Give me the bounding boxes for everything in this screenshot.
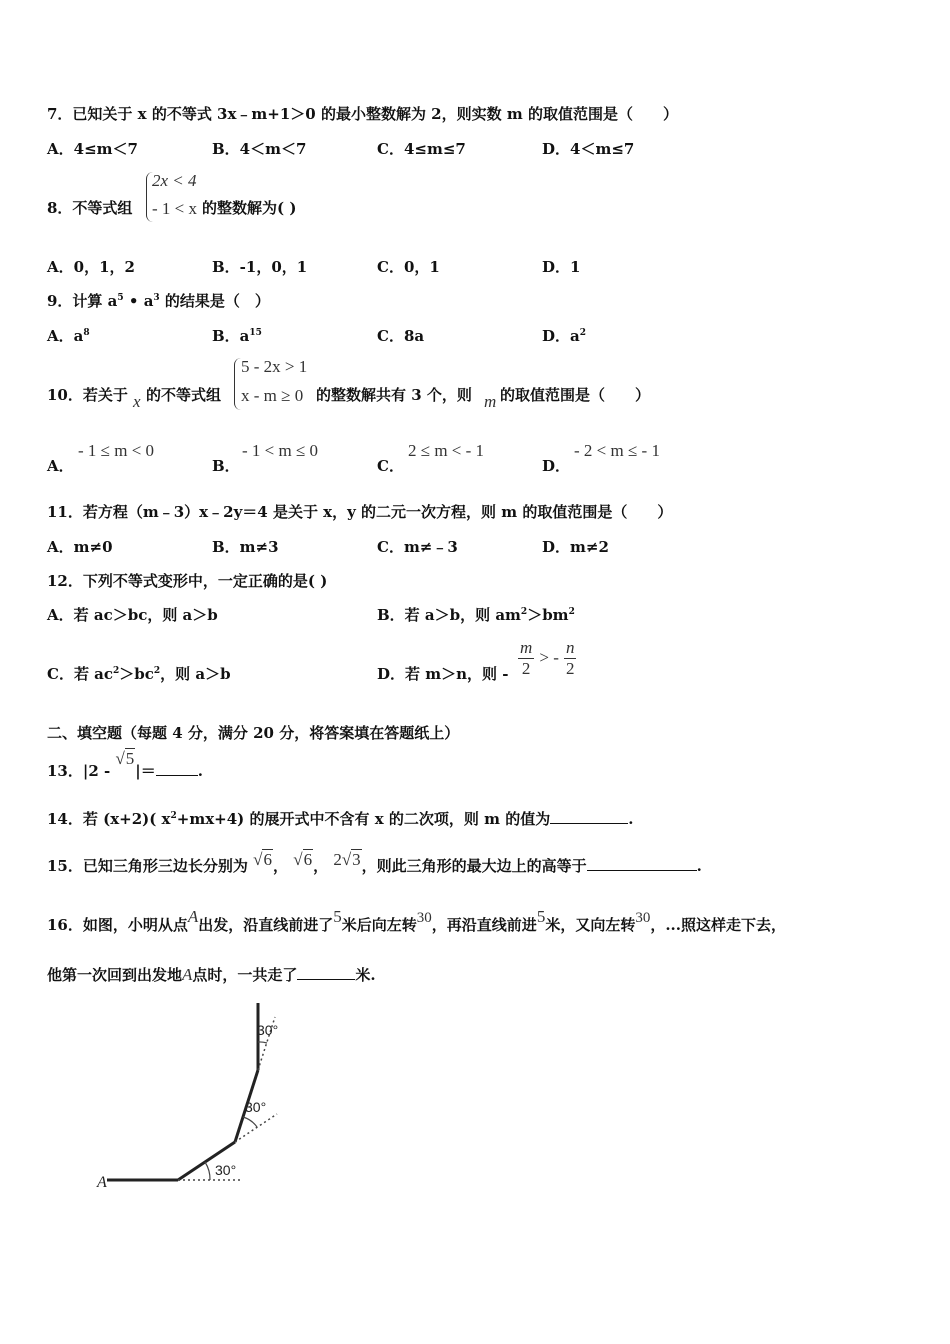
q10-suffix1: 的整数解共有 3 个，则 bbox=[316, 386, 472, 404]
q14-end: . bbox=[628, 810, 634, 828]
q16-point-a: A bbox=[187, 907, 199, 926]
q13-line bbox=[47, 749, 203, 781]
figure-angle-2: 30° bbox=[245, 1099, 267, 1115]
figure-arc-2 bbox=[243, 1117, 257, 1127]
q10-option-c-label: C． bbox=[377, 457, 404, 475]
figure-arc-1 bbox=[205, 1162, 210, 1180]
q9-option-c: C．8a bbox=[377, 327, 425, 345]
figure-angle-1: 30° bbox=[215, 1162, 237, 1178]
q15-prefix: 15．已知三角形三边长分别为 bbox=[47, 857, 248, 875]
q12-frac-n2-den: 2 bbox=[565, 659, 575, 678]
q11-stem: 11．若方程（m﹣3）x﹣2y＝4 是关于 x，y 的二元一次方程，则 m 的取值范围是（ ） bbox=[47, 503, 673, 521]
q10-brace bbox=[234, 358, 241, 410]
q15-r2: 6 bbox=[303, 850, 313, 869]
q9-stem-suffix: 的结果是（ ） bbox=[159, 292, 270, 310]
q10-prefix: 10．若关于 bbox=[47, 386, 128, 404]
q7-stem: 7．已知关于 x 的不等式 3x﹣m+1＞0 的最小整数解为 2，则实数 m 的取值范围是（ ） bbox=[47, 105, 678, 123]
q12-frac-n2 bbox=[564, 638, 577, 679]
q8-option-d: D．1 bbox=[542, 258, 581, 276]
q15-answer-blank[interactable] bbox=[587, 856, 697, 871]
q10-option-d-label: D． bbox=[542, 457, 571, 475]
q10-option-b-expr: - 1 < m ≤ 0 bbox=[242, 441, 319, 460]
q8-system-line2: - 1 < x bbox=[152, 199, 197, 218]
q13-sqrt: √5 bbox=[115, 749, 135, 768]
q12-c-pre: C．若 ac bbox=[47, 665, 114, 683]
q13-end: . bbox=[197, 762, 203, 780]
q9-stem-prefix: 9．计算 a bbox=[47, 292, 118, 310]
q16-p6: ，...照这样走下去， bbox=[650, 916, 786, 934]
q12-frac-m2-num: m bbox=[520, 638, 533, 657]
q16-p1: 16．如图，小明从点 bbox=[47, 916, 188, 934]
q9-option-a bbox=[47, 325, 90, 346]
q10-option-a-label: A． bbox=[47, 457, 74, 475]
q14-line bbox=[47, 808, 633, 829]
q12-frac-n2-num: n bbox=[565, 638, 575, 657]
q14-answer-blank[interactable] bbox=[550, 809, 628, 824]
q8-option-a: A．0，1，2 bbox=[47, 258, 135, 276]
section2-title: 二、填空题（每题 4 分，满分 20 分，将答案填在答题纸上） bbox=[47, 724, 460, 742]
q10-option-b-label: B． bbox=[212, 457, 240, 475]
q15-r1: 6 bbox=[263, 850, 272, 869]
q16-p3: 米后向左转 bbox=[341, 916, 417, 934]
q15-end: . bbox=[696, 857, 702, 875]
q10-option-a-expr: - 1 ≤ m < 0 bbox=[78, 441, 155, 460]
q13-radicand: 5 bbox=[125, 749, 135, 768]
q10-suffix2: 的取值范围是（ ） bbox=[500, 386, 651, 404]
q15-line bbox=[47, 850, 702, 876]
q10-option-c-expr: 2 ≤ m < - 1 bbox=[408, 441, 485, 460]
q9-d-label: D．a bbox=[542, 327, 580, 345]
q13-suffix: |＝ bbox=[135, 762, 156, 780]
q9-b-exp: 15 bbox=[249, 328, 262, 338]
q14-sup: 2 bbox=[170, 811, 177, 821]
q16-answer-blank[interactable] bbox=[297, 965, 355, 980]
q12-frac-m2-den: 2 bbox=[521, 659, 531, 678]
q11-option-c: C．m≠﹣3 bbox=[377, 538, 458, 556]
q12-d-gt: > - bbox=[539, 648, 559, 667]
q9-exp2: 3 bbox=[153, 293, 160, 303]
q14-prefix: 14．若 (x+2)( x bbox=[47, 810, 171, 828]
q16-p4: ，再沿直线前进 bbox=[431, 916, 537, 934]
q10-var-m: m bbox=[484, 392, 497, 411]
q10-option-d-expr: - 2 < m ≤ - 1 bbox=[574, 441, 660, 460]
q16-line2-end: 米. bbox=[355, 966, 376, 984]
q16-ang1: 30 bbox=[416, 910, 432, 926]
q12-option-b bbox=[377, 604, 575, 625]
q12-frac-m2 bbox=[518, 638, 534, 679]
q8-option-c: C．0，1 bbox=[377, 258, 440, 276]
q11-option-d: D．m≠2 bbox=[542, 538, 609, 556]
q16-line2-mid: 点时，一共走了 bbox=[192, 966, 298, 984]
q16-p5: 米，又向左转 bbox=[545, 916, 636, 934]
q13-prefix: 13．|2 - bbox=[47, 762, 111, 780]
q12-option-d-math bbox=[518, 638, 576, 679]
q10-mid: 的不等式组 bbox=[146, 386, 222, 404]
q16-line1 bbox=[47, 907, 786, 935]
q9-d-exp: 2 bbox=[579, 328, 586, 338]
q9-option-b bbox=[212, 325, 262, 346]
q16-n1: 5 bbox=[333, 907, 342, 926]
q9-a-exp: 8 bbox=[83, 328, 90, 338]
figure-angle-3: 30° bbox=[257, 1022, 279, 1038]
q8-prefix: 8．不等式组 bbox=[47, 199, 133, 217]
q12-b-mid: ＞bm bbox=[527, 606, 569, 624]
q15-sep1: ， bbox=[272, 857, 288, 875]
q15-suffix: ，则此三角形的最大边上的高等于 bbox=[361, 857, 587, 875]
q16-line2-pre: 他第一次回到出发地 bbox=[47, 966, 183, 984]
q12-c-sup1: 2 bbox=[113, 666, 120, 676]
figure-label-a: A bbox=[97, 1174, 107, 1191]
q9-stem bbox=[47, 290, 270, 311]
q14-mid: +mx+4) 的展开式中不含有 x 的二次项，则 m 的值为 bbox=[176, 810, 551, 828]
q12-c-sup2: 2 bbox=[153, 666, 161, 676]
q12-stem: 12．下列不等式变形中，一定正确的是( ) bbox=[47, 572, 328, 590]
q8-suffix: 的整数解为( ) bbox=[202, 199, 297, 217]
q15-r3: 3 bbox=[352, 850, 361, 869]
q10-system-line1: 5 - 2x > 1 bbox=[241, 357, 308, 376]
q9-stem-mid: • a bbox=[123, 292, 154, 310]
q12-b-sup1: 2 bbox=[520, 607, 528, 617]
q15-sqrt1: √6 bbox=[253, 850, 272, 869]
q8-option-b: B．-1，0，1 bbox=[212, 258, 308, 276]
q12-option-d-text: D．若 m＞n，则 - bbox=[377, 665, 509, 683]
q11-option-a: A．m≠0 bbox=[47, 538, 113, 556]
q16-line2 bbox=[47, 964, 376, 985]
q7-option-a: A．4≤m＜7 bbox=[47, 140, 138, 158]
q10-var-x: x bbox=[133, 392, 141, 411]
q7-option-d: D．4＜m≤7 bbox=[542, 140, 635, 158]
q15-sqrt3: 2√3 bbox=[333, 850, 361, 869]
q12-b-sup2: 2 bbox=[568, 607, 575, 617]
q16-p2: 出发，沿直线前进了 bbox=[198, 916, 334, 934]
q12-option-a: A．若 ac＞bc，则 a＞b bbox=[47, 606, 218, 624]
q7-option-b: B．4＜m＜7 bbox=[212, 140, 307, 158]
q16-line2-a: A bbox=[182, 965, 193, 984]
q9-a-label: A．a bbox=[47, 327, 84, 345]
q11-option-b: B．m≠3 bbox=[212, 538, 279, 556]
q15-coef3: 2 bbox=[333, 850, 342, 869]
q15-sqrt2: √6 bbox=[293, 850, 313, 869]
q13-answer-blank[interactable] bbox=[156, 761, 198, 776]
q12-c-post: ，则 a＞b bbox=[160, 665, 231, 683]
q16-ang2: 30 bbox=[635, 910, 651, 926]
q10-system-line2: x - m ≥ 0 bbox=[241, 386, 304, 405]
q9-option-d bbox=[542, 325, 586, 346]
q9-exp1: 5 bbox=[117, 293, 124, 303]
q12-option-c bbox=[47, 663, 231, 684]
q16-figure bbox=[95, 995, 325, 1200]
q12-b-pre: B．若 a＞b，则 am bbox=[377, 606, 521, 624]
q15-sep2: ， bbox=[313, 857, 329, 875]
q7-option-c: C．4≤m≤7 bbox=[377, 140, 466, 158]
q9-b-label: B．a bbox=[212, 327, 250, 345]
q12-c-mid: ＞bc bbox=[119, 665, 154, 683]
q8-system-line1: 2x < 4 bbox=[152, 171, 197, 190]
q16-n2: 5 bbox=[536, 907, 546, 926]
